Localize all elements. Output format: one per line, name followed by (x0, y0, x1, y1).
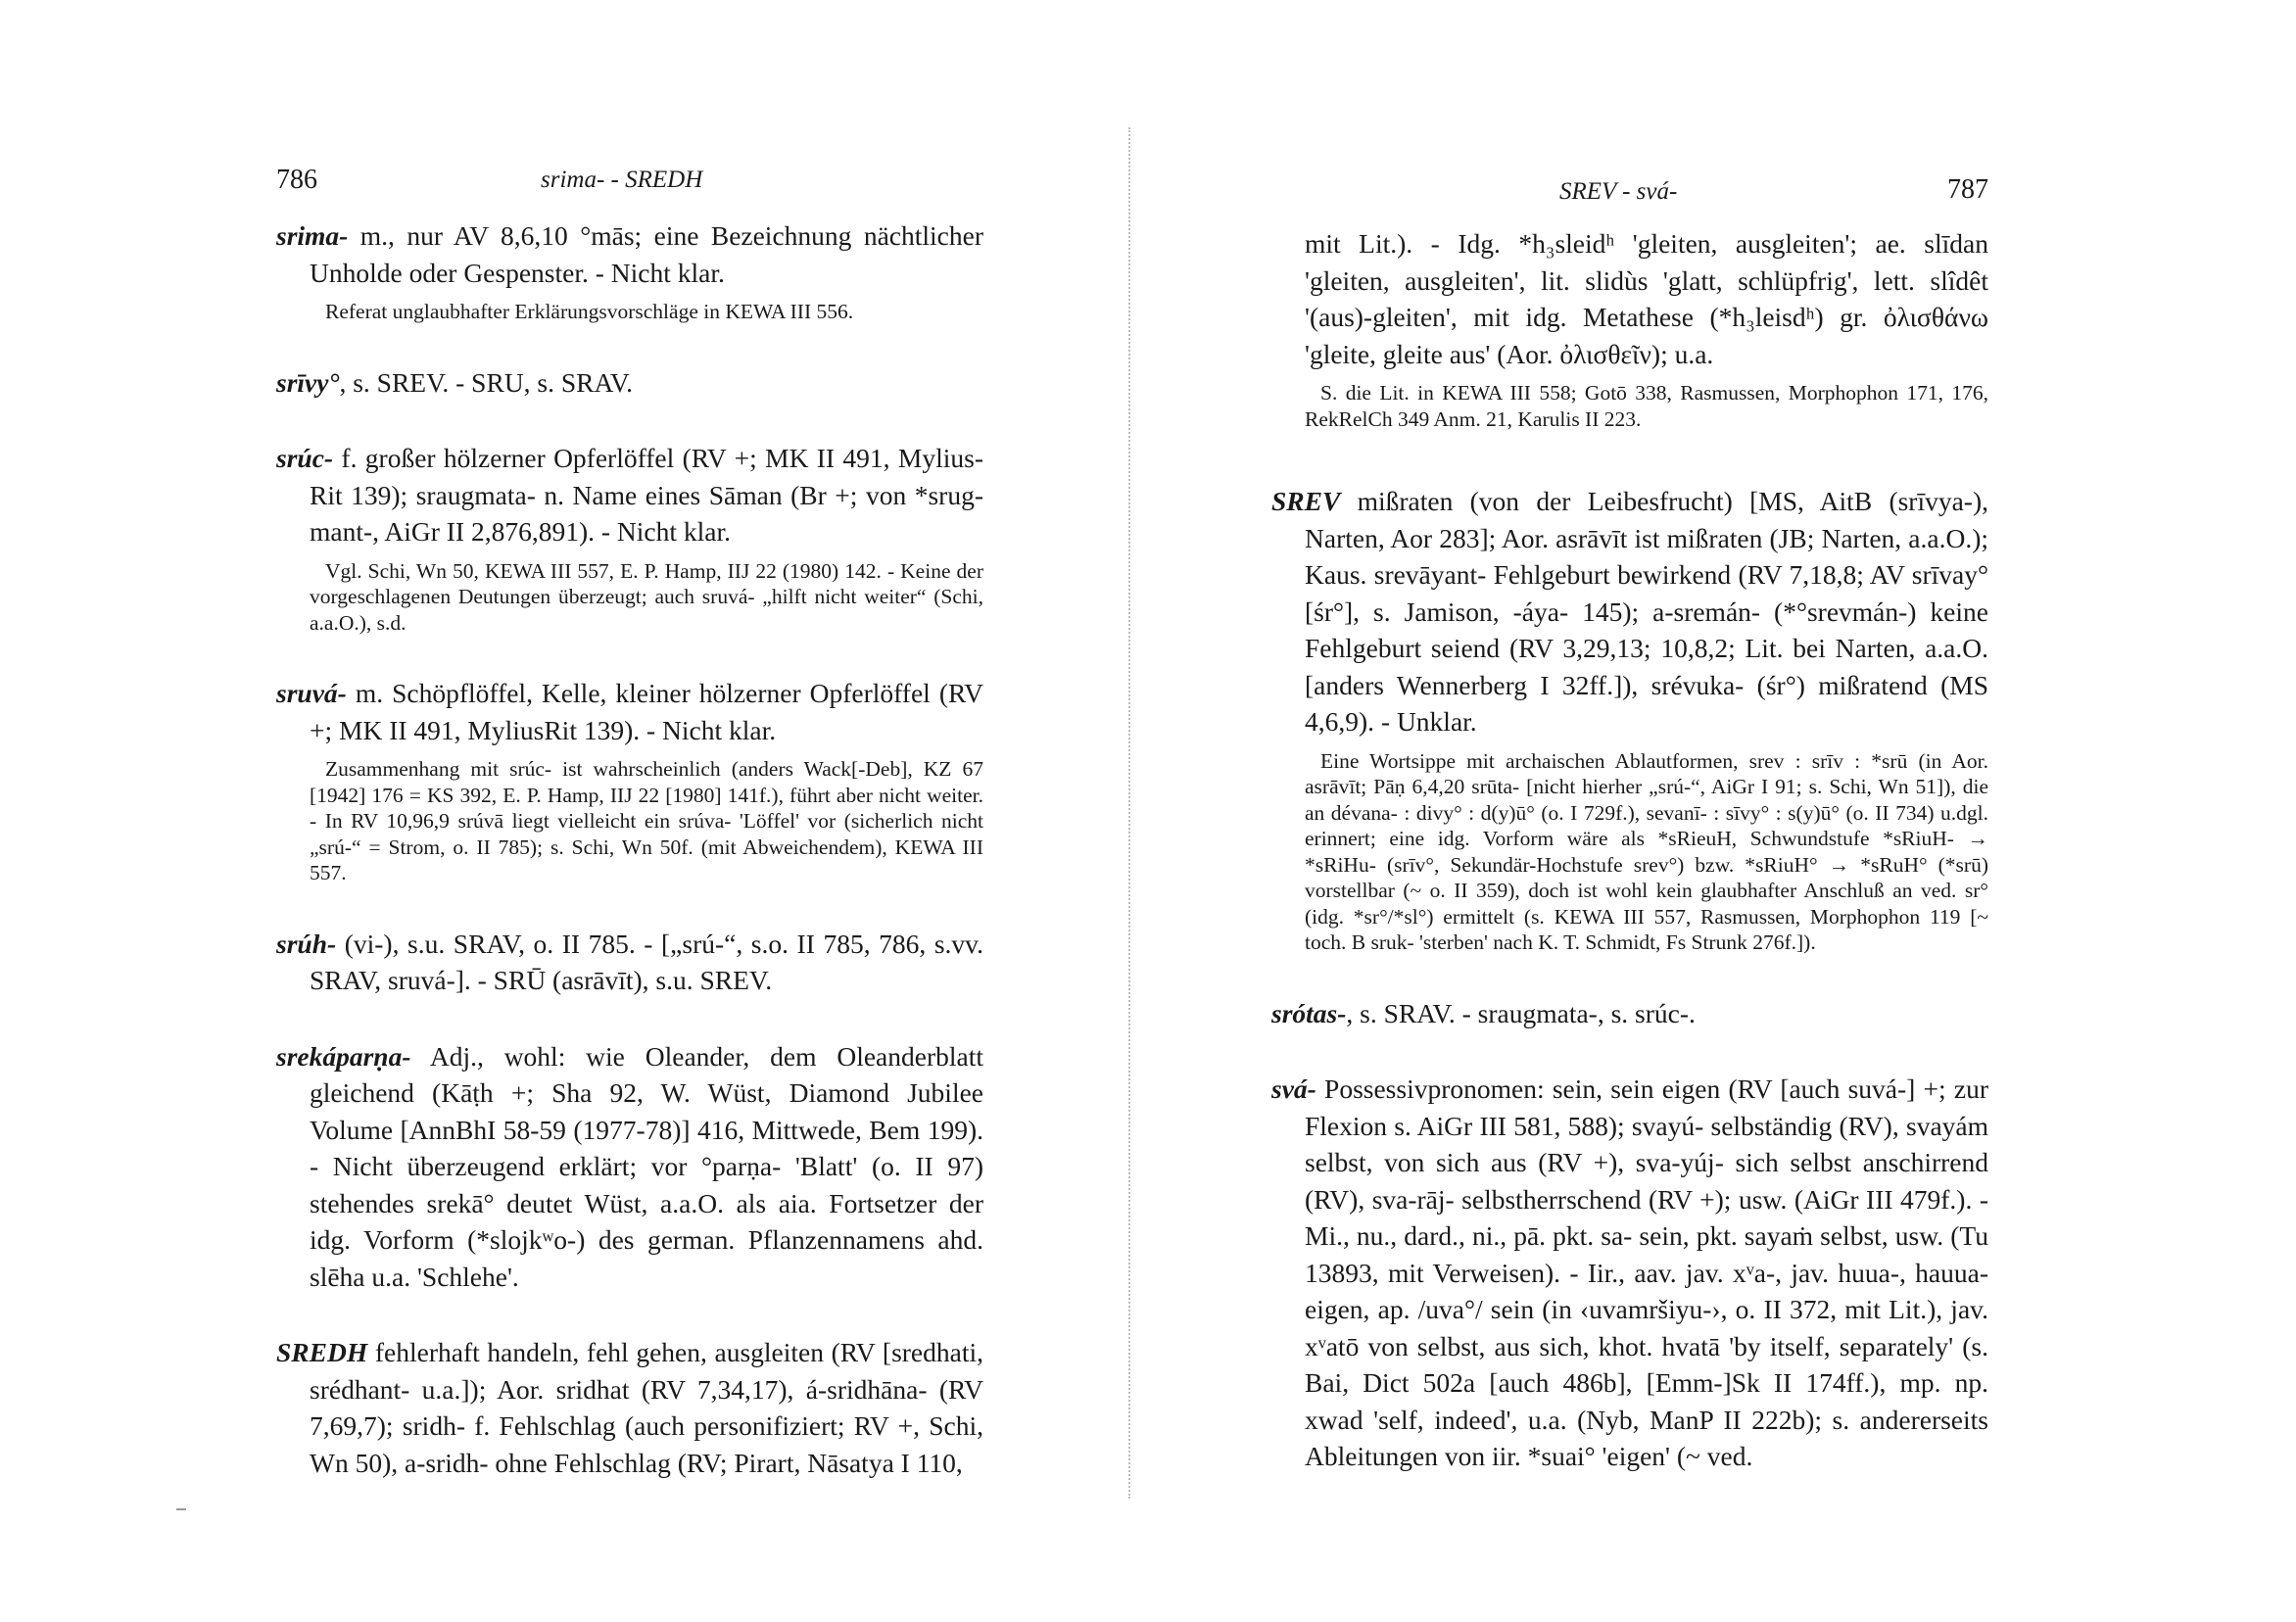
scan-mark (176, 1508, 186, 1510)
note-sredh: S. die Lit. in KEWA III 558; Gotō 338, Rasmussen, Morphophon 171, 176, RekRelCh 349 Anm. 21, Karulis II 223. (1305, 381, 1988, 431)
entry-srev: SREV mißraten (von der Leibesfrucht) [MS, AitB (srīvya-), Narten, Aor 283]; Aor. asrāvīt ist mißraten (JB; Narten, a.a.O.); Kaus. srevāyant- Fehlgeburt bewirkend (RV 7,18,8; AV srīvay° [śr°], s. Jamison, -áya- 145); a-sremán- (*°srevmán-) keine Fehlgeburt seiend (RV 3,29,13; 10,8,2; Lit. bei Narten, a.a.O. [anders Wennerberg I 32ff.]), srévuka- (śr°) mißratend (MS 4,6,9). - Unklar. (1271, 486, 1988, 737)
entry-sruh: srúh- (vi-), s.u. SRAV, o. II 785. - [„srú-“, s.o. II 785, 786, s.vv. SRAV, sruvá-]. - SRŪ (asrāvīt), s.u. SREV. (276, 928, 983, 995)
entry-srotas: srótas-, s. SRAV. - sraugmata-, s. srúc-. (1271, 997, 1696, 1028)
entry-sruva: sruvá- m. Schöpflöffel, Kelle, kleiner hölzerner Opferlöffel (RV +; MK II 491, MyliusRit 139). - Nicht klar. (276, 678, 983, 745)
note-sruva: Zusammenhang mit srúc- ist wahrscheinlich (anders Wack[-Deb], KZ 67 [1942] 176 = KS 392, E. P. Hamp, IIJ 22 [1980] 141f.), führt aber nicht weiter. - In RV 10,96,9 srúvā liegt vielleicht ein srúva- 'Löffel' vor (sicherlich nicht „srú-“ = Strom, o. II 785); s. Schi, Wn 50f. (mit Abweichendem), KEWA III 557. (310, 757, 983, 884)
entry-sruc: srúc- f. großer hölzerner Opferlöffel (RV +; MK II 491, Mylius-Rit 139); sraugmata- n. Name eines Sāman (Br +; von *srug-mant-, AiGr II 2,876,891). - Nicht klar. (276, 443, 983, 547)
note-srev: Eine Wortsippe mit archaischen Ablautformen, srev : srīv : *srū (in Aor. asrāvīt; Pāṇ 6,4,20 srūta- [nicht hierher „srú-“, AiGr I 91; s. Schi, Wn 51]), die an dévana- : divy° : d(y)ū° (o. I 729f.), sevanī- : sīvy° : s(y)ū° (o. II 734) u.dgl. erinnert; eine idg. Vorform wäre als *sRieuH, Schwundstufe *sRiuH- → *sRiHu- (srīv°, Sekundär-Hochstufe srev°) bzw. *sRiuH° → *sRuH° (*srū) vorstellbar (~ o. II 359), doch ist wohl kein glaubhafter Anschluß an ved. sr° (idg. *sr°/*sl°) ermittelt (s. KEWA III 557, Rasmussen, Morphophon 119 [~ toch. B sruk- 'sterben' nach K. T. Schmidt, Fs Strunk 276f.]). (1305, 748, 1988, 954)
left-column (276, 217, 983, 1481)
note-srima: Referat unglaubhafter Erklärungsvorschläge in KEWA III 556. (325, 300, 854, 323)
page-gutter (1128, 127, 1130, 1499)
entry-sredh: SREDH fehlerhaft handeln, fehl gehen, ausgleiten (RV [sredhati, srédhant- u.a.]); Aor. sridhat (RV 7,34,17), á-sridhāna- (RV 7,69,7); sridh- f. Fehlschlag (auch personifiziert; RV +, Schi, Wn 50), a-sridh- ohne Fehlschlag (RV; Pirart, Nāsatya I 110, (276, 1337, 983, 1478)
left-folio: 786 (276, 165, 317, 195)
entry-srima: srima- m., nur AV 8,6,10 °mās; eine Bezeichnung nächtlicher Unholde oder Gespenster. - Nicht klar. (276, 220, 983, 288)
right-column (1271, 225, 1988, 1475)
continuation-sredh: mit Lit.). - Idg. *h₃sleidʰ 'gleiten, ausgleiten'; ae. slīdan 'gleiten, ausgleiten', lit. slidùs 'glatt, schlüpfrig', lett. slîdêt '(aus)-gleiten', mit idg. Metathese (*h₃leisdʰ) gr. ὀλισθάνω 'gleite, gleite aus' (Aor. ὀλισθεῖν); u.a. (1305, 228, 1988, 369)
right-running-head: SREV - svá- (1559, 178, 1678, 205)
left-running-head: srima- - SREDH (541, 167, 703, 193)
right-folio: 787 (1947, 174, 1988, 205)
entry-srivy: srīvy°, s. SREV. - SRU, s. SRAV. (276, 366, 634, 398)
entry-srekaparna: srekáparṇa- Adj., wohl: wie Oleander, dem Oleanderblatt gleichend (Kāṭh +; Sha 92, W. Wüst, Diamond Jubilee Volume [AnnBhI 58-59 (1977-78)] 416, Mittwede, Bem 199). - Nicht überzeugend erklärt; vor °parṇa- 'Blatt' (o. II 97) stehendes srekā° deutet Wüst, a.a.O. als aia. Fortsetzer der idg. Vorform (*slojkʷo-) des german. Pflanzennamens ahd. slēha u.a. 'Schlehe'. (276, 1040, 983, 1292)
entry-sva: svá- Possessivpronomen: sein, sein eigen (RV [auch suvá-] +; zur Flexion s. AiGr III 581, 588); svayú- selbständig (RV), svayám selbst, von sich aus (RV +), sva-yúj- sich selbst anschirrend (RV), sva-rāj- selbstherrschend (RV +); usw. (AiGr III 479f.). - Mi., nu., dard., ni., pā. pkt. sa- sein, pkt. sayaṁ selbst, usw. (Tu 13893, mit Verweisen). - Iir., aav. jav. xᵛa-, jav. huua-, hauua- eigen, ap. /uva°/ sein (in ‹uvamršiyu-›, o. II 372, mit Lit.), jav. xᵛatō von selbst, aus sich, khot. hvatā 'by itself, separately' (s. Bai, Dict 502a [auch 486b], [Emm-]Sk II 174ff.), mp. np. xwad 'self, indeed', u.a. (Nyb, ManP II 222b); s. andererseits Ableitungen von iir. *suai° 'eigen' (~ ved. (1271, 1073, 1988, 1471)
note-sruc: Vgl. Schi, Wn 50, KEWA III 557, E. P. Hamp, IIJ 22 (1980) 142. - Keine der vorgeschlagenen Deutungen überzeugt; auch sruvá- „hilft nicht weiter“ (Schi, a.a.O.), s.d. (310, 558, 983, 635)
